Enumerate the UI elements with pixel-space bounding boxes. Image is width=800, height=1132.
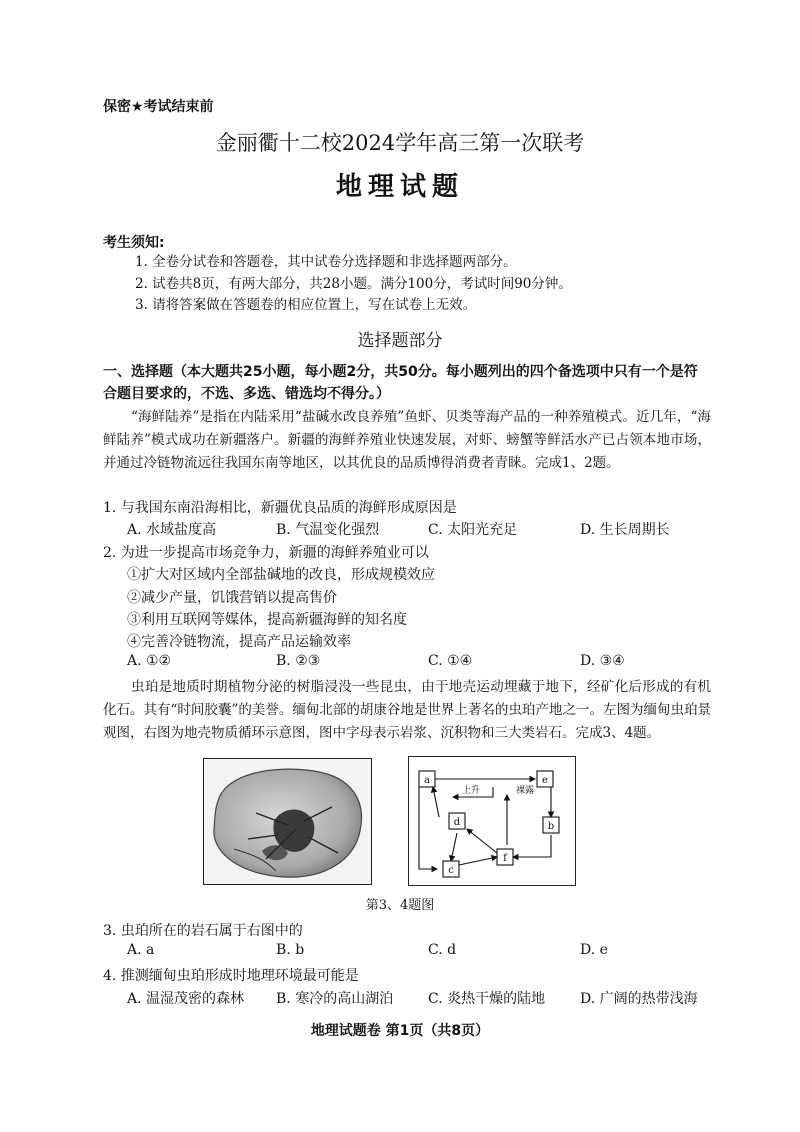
section-intro: 一、选择题（本大题共25小题，每小题2分，共50分。每小题列出的四个备选项中只有一个是符合题目要求的，不选、多选、错选均不得分。） bbox=[103, 364, 698, 402]
q2-option-c: C. ①④ bbox=[428, 653, 473, 669]
q2-option-d: D. ③④ bbox=[580, 653, 625, 669]
notice-item: 1. 全卷分试卷和答题卷，其中试卷分选择题和非选择题两部分。 bbox=[135, 254, 517, 270]
passage-2: 虫珀是地质时期植物分泌的树脂浸没一些昆虫，由于地壳运动埋藏于地下，经矿化后形成的有机化石。其有“时间胶囊”的美誉。缅甸北部的胡康谷地是世界上著名的虫珀产地之一。左图为缅甸虫珀景观图，右图为地壳物质循环示意图，图中字母表示岩浆、沉积物和三大类岩石。完成3、4题。 bbox=[103, 679, 711, 741]
figure-caption: 第3、4题图 bbox=[365, 898, 435, 913]
q2-choice: ③利用互联网等媒体，提高新疆海鲜的知名度 bbox=[127, 612, 407, 628]
amber-photo bbox=[203, 758, 372, 885]
q2-choice: ②减少产量，饥饿营销以提高售价 bbox=[127, 590, 337, 606]
node-f-label: f bbox=[503, 853, 507, 864]
subject-title: 地理试题 bbox=[335, 172, 464, 202]
notice-heading: 考生须知: bbox=[103, 235, 165, 251]
q2-choice: ①扩大对区域内全部盐碱地的改良，形成规模效应 bbox=[127, 567, 435, 583]
q2-option-b: B. ②③ bbox=[276, 653, 321, 669]
section-title: 选择题部分 bbox=[357, 331, 443, 351]
node-c-label: c bbox=[448, 865, 454, 876]
q3-option-d: D. e bbox=[580, 942, 608, 958]
question-3-stem: 3. 虫珀所在的岩石属于右图中的 bbox=[103, 923, 303, 939]
q4-option-a: A. 温湿茂密的森林 bbox=[127, 991, 245, 1007]
exam-title: 金丽衢十二校2024学年高三第一次联考 bbox=[215, 131, 585, 155]
question-2-stem: 2. 为进一步提高市场竞争力，新疆的海鲜养殖业可以 bbox=[103, 545, 429, 561]
q2-option-a: A. ①② bbox=[127, 653, 172, 669]
label-exposed: 裸露 bbox=[515, 786, 535, 796]
node-e-label: e bbox=[542, 775, 548, 786]
amber-image bbox=[204, 759, 371, 884]
q1-option-a: A. 水域盐度高 bbox=[127, 522, 217, 538]
passage-1: “海鲜陆养”是指在内陆采用“盐碱水改良养殖”鱼虾、贝类等海产品的一种养殖模式。近几年，“海鲜陆养”模式成功在新疆落户。新疆的海鲜养殖业快速发展，对虾、螃蟹等鲜活水产已占领本地市场，并通过冷链物流远往我国东南等地区，以其优良的品质博得消费者青睐。完成1、2题。 bbox=[103, 409, 711, 471]
q3-option-a: A. a bbox=[127, 942, 155, 958]
q4-option-b: B. 寒冷的高山湖泊 bbox=[276, 991, 394, 1007]
notice-item: 2. 试卷共8页，有两大部分，共28小题。满分100分，考试时间90分钟。 bbox=[135, 276, 572, 292]
question-4-stem: 4. 推测缅甸虫珀形成时地理环境最可能是 bbox=[103, 968, 359, 984]
rock-cycle-diagram bbox=[408, 756, 576, 886]
q3-option-c: C. d bbox=[428, 942, 457, 958]
q4-option-c: C. 炎热干燥的陆地 bbox=[428, 991, 546, 1007]
q1-option-b: B. 气温变化强烈 bbox=[276, 522, 380, 538]
page-footer: 地理试题卷 第1页（共8页） bbox=[310, 1023, 490, 1039]
q1-option-c: C. 太阳光充足 bbox=[428, 522, 518, 538]
node-a-label: a bbox=[424, 775, 430, 786]
confidential-label: 保密★考试结束前 bbox=[103, 99, 214, 115]
node-d-label: d bbox=[453, 817, 461, 828]
q2-choice: ④完善冷链物流，提高产品运输效率 bbox=[127, 634, 351, 650]
label-uplift: 上升 bbox=[461, 786, 481, 796]
q4-option-d: D. 广阔的热带浅海 bbox=[580, 991, 698, 1007]
q1-option-d: D. 生长周期长 bbox=[580, 522, 670, 538]
notice-item: 3. 请将答案做在答题卷的相应位置上，写在试卷上无效。 bbox=[135, 297, 477, 313]
q3-option-b: B. b bbox=[276, 942, 305, 958]
node-b-label: b bbox=[547, 821, 555, 832]
question-1-stem: 1. 与我国东南沿海相比，新疆优良品质的海鲜形成原因是 bbox=[103, 500, 457, 516]
